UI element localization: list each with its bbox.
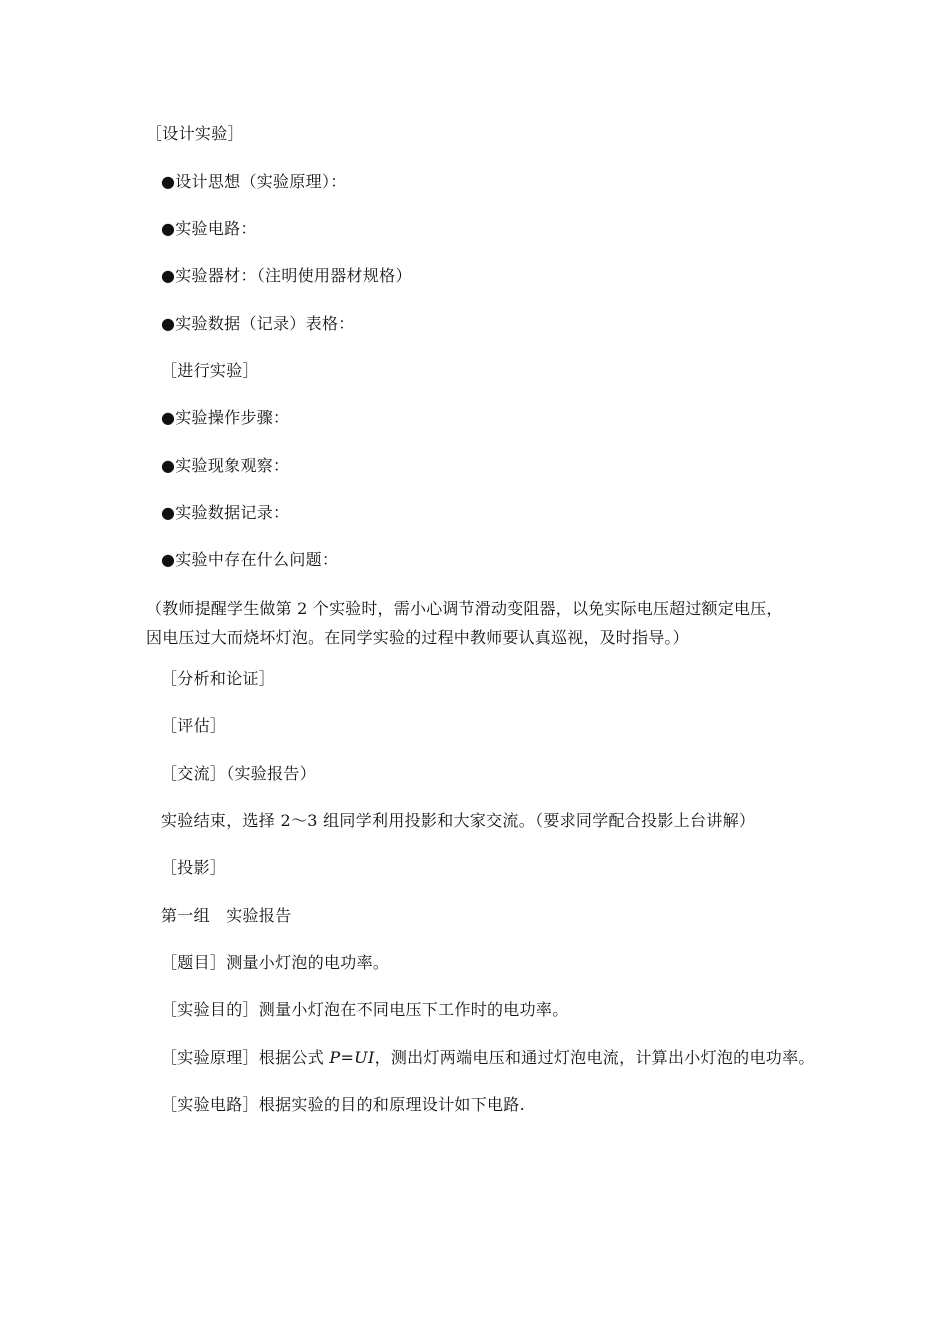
item-data-record: ●实验数据记录： (161, 503, 290, 522)
heading-conduct-experiment: ［进行实验］ (161, 361, 259, 380)
item-design-idea: ●设计思想（实验原理）： (161, 172, 347, 191)
item-problems: ●实验中存在什么问题： (161, 550, 339, 569)
heading-projection: ［投影］ (161, 858, 227, 877)
item-experiment-circuit: ●实验电路： (161, 219, 257, 238)
teacher-note (146, 594, 816, 652)
item-operation-steps: ●实验操作步骤： (161, 408, 290, 427)
report-circuit: ［实验电路］根据实验的目的和原理设计如下电路. (161, 1095, 525, 1114)
heading-analysis: ［分析和论证］ (161, 669, 276, 688)
teacher-note-line-2: 因电压过大而烧坏灯泡。在同学实验的过程中教师要认真巡视，及时指导。） (146, 628, 689, 647)
group-one-report-title: 第一组 实验报告 (161, 906, 292, 925)
heading-communication: ［交流］（实验报告） (161, 764, 317, 783)
power-formula: P=UI (329, 1048, 375, 1067)
item-experiment-equipment: ●实验器材：（注明使用器材规格） (161, 266, 412, 285)
report-purpose: ［实验目的］测量小灯泡在不同电压下工作时的电功率。 (161, 1000, 569, 1019)
report-principle (161, 1048, 815, 1068)
teacher-note-line-1: （教师提醒学生做第 2 个实验时，需小心调节滑动变阻器，以免实际电压超过额定电压， (146, 599, 783, 618)
report-principle-before: ［实验原理］根据公式 (161, 1048, 330, 1067)
paragraph-experiment-end: 实验结束，选择 2～3 组同学利用投影和大家交流。（要求同学配合投影上台讲解） (161, 811, 756, 830)
report-principle-after: ，测出灯两端电压和通过灯泡电流，计算出小灯泡的电功率。 (374, 1048, 815, 1067)
item-phenomenon-observation: ●实验现象观察： (161, 456, 290, 475)
heading-evaluation: ［评估］ (161, 716, 227, 735)
heading-design-experiment: ［设计实验］ (146, 124, 244, 143)
report-topic: ［题目］测量小灯泡的电功率。 (161, 953, 390, 972)
item-data-table: ●实验数据（记录）表格： (161, 314, 355, 333)
